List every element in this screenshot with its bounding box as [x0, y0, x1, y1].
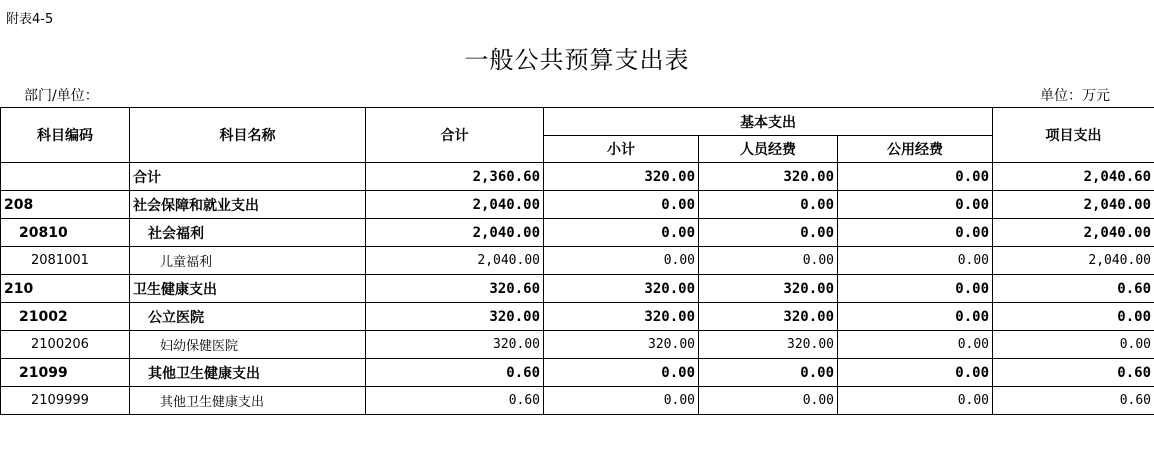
cell-total: 0.60 — [366, 359, 544, 387]
cell-name: 妇幼保健医院 — [130, 331, 366, 359]
cell-project: 2,040.00 — [993, 219, 1154, 247]
table-row — [1, 219, 1154, 247]
cell-personnel: 0.00 — [699, 219, 838, 247]
cell-total: 2,040.00 — [366, 247, 544, 275]
cell-total: 2,040.00 — [366, 219, 544, 247]
cell-total: 320.00 — [366, 303, 544, 331]
cell-name: 社会保障和就业支出 — [130, 191, 366, 219]
cell-personnel: 0.00 — [699, 247, 838, 275]
cell-personnel: 0.00 — [699, 387, 838, 415]
cell-code: 2081001 — [1, 247, 130, 275]
cell-total: 2,040.00 — [366, 191, 544, 219]
column-header-project: 项目支出 — [993, 108, 1154, 163]
cell-name: 其他卫生健康支出 — [130, 387, 366, 415]
cell-subtotal: 0.00 — [544, 191, 699, 219]
cell-total: 320.00 — [366, 331, 544, 359]
cell-name: 其他卫生健康支出 — [130, 359, 366, 387]
cell-project: 2,040.60 — [993, 163, 1154, 191]
cell-subtotal: 0.00 — [544, 387, 699, 415]
column-header-total: 合计 — [366, 108, 544, 163]
cell-project: 2,040.00 — [993, 191, 1154, 219]
cell-public: 0.00 — [838, 359, 993, 387]
cell-subtotal: 320.00 — [544, 303, 699, 331]
table-row — [1, 331, 1154, 359]
cell-subtotal: 0.00 — [544, 219, 699, 247]
cell-code — [1, 163, 130, 191]
cell-code: 208 — [1, 191, 130, 219]
cell-code: 2109999 — [1, 387, 130, 415]
cell-total: 320.60 — [366, 275, 544, 303]
cell-public: 0.00 — [838, 247, 993, 275]
column-header-name: 科目名称 — [130, 108, 366, 163]
cell-subtotal: 0.00 — [544, 247, 699, 275]
cell-public: 0.00 — [838, 219, 993, 247]
department-label: 部门/单位： — [24, 88, 99, 104]
cell-personnel: 320.00 — [699, 331, 838, 359]
table-row — [1, 387, 1154, 415]
cell-code: 21002 — [1, 303, 130, 331]
cell-personnel: 320.00 — [699, 163, 838, 191]
cell-public: 0.00 — [838, 331, 993, 359]
cell-public: 0.00 — [838, 275, 993, 303]
cell-public: 0.00 — [838, 163, 993, 191]
cell-code: 2100206 — [1, 331, 130, 359]
cell-code: 210 — [1, 275, 130, 303]
cell-project: 0.60 — [993, 275, 1154, 303]
cell-project: 0.60 — [993, 387, 1154, 415]
budget-expenditure-table — [0, 107, 1154, 415]
page-title: 一般公共预算支出表 — [464, 46, 690, 74]
cell-personnel: 320.00 — [699, 275, 838, 303]
cell-subtotal: 320.00 — [544, 163, 699, 191]
cell-name: 社会福利 — [130, 219, 366, 247]
table-row — [1, 303, 1154, 331]
column-header-subtotal: 小计 — [544, 136, 699, 163]
cell-name: 公立医院 — [130, 303, 366, 331]
cell-name: 儿童福利 — [130, 247, 366, 275]
column-header-code: 科目编码 — [1, 108, 130, 163]
table-note: 附表4-5 — [6, 12, 54, 27]
cell-subtotal: 320.00 — [544, 331, 699, 359]
cell-project: 0.00 — [993, 303, 1154, 331]
cell-public: 0.00 — [838, 191, 993, 219]
cell-name: 合计 — [130, 163, 366, 191]
table-row — [1, 275, 1154, 303]
cell-total: 2,360.60 — [366, 163, 544, 191]
cell-public: 0.00 — [838, 387, 993, 415]
table-row — [1, 191, 1154, 219]
cell-public: 0.00 — [838, 303, 993, 331]
cell-code: 20810 — [1, 219, 130, 247]
cell-name: 卫生健康支出 — [130, 275, 366, 303]
cell-total: 0.60 — [366, 387, 544, 415]
table-row — [1, 247, 1154, 275]
cell-project: 0.00 — [993, 331, 1154, 359]
cell-subtotal: 0.00 — [544, 359, 699, 387]
column-header-basic-group: 基本支出 — [544, 108, 993, 136]
column-header-personnel: 人员经费 — [699, 136, 838, 163]
cell-project: 0.60 — [993, 359, 1154, 387]
table-row — [1, 163, 1154, 191]
unit-label: 单位：万元 — [1040, 88, 1110, 104]
cell-code: 21099 — [1, 359, 130, 387]
column-header-public: 公用经费 — [838, 136, 993, 163]
cell-personnel: 0.00 — [699, 359, 838, 387]
cell-subtotal: 320.00 — [544, 275, 699, 303]
cell-personnel: 0.00 — [699, 191, 838, 219]
table-row — [1, 359, 1154, 387]
cell-project: 2,040.00 — [993, 247, 1154, 275]
cell-personnel: 320.00 — [699, 303, 838, 331]
